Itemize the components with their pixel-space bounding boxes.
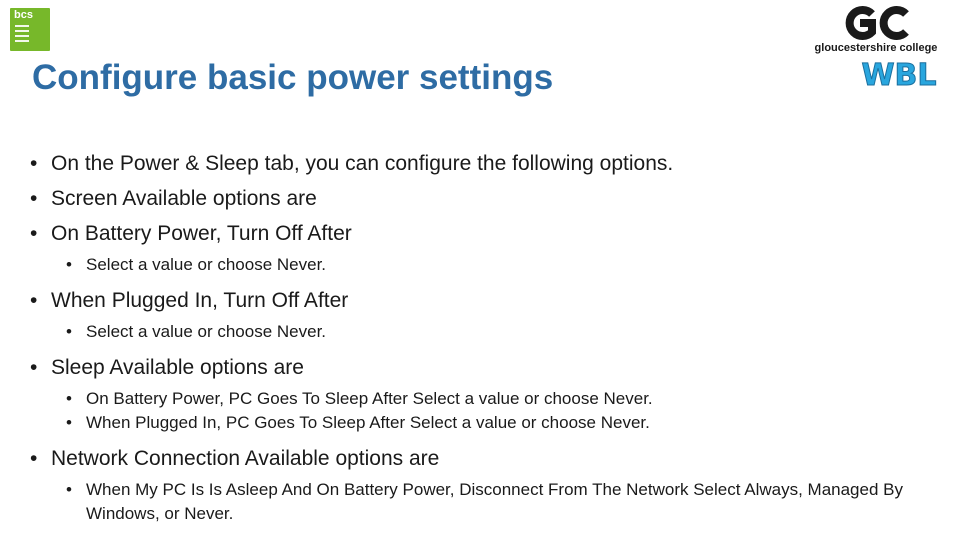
sub-list-battery <box>30 253 940 277</box>
bcs-logo-lines <box>15 25 29 45</box>
sub-bullet: • Select a value or choose Never. <box>66 253 940 277</box>
bullet-sleep-options: • Sleep Available options are <box>30 350 940 385</box>
bullet-network-options: • Network Connection Available options are <box>30 441 940 476</box>
bullet-power-sleep-tab: • On the Power & Sleep tab, you can configure the following options. <box>30 146 940 181</box>
sub-bullet: • When My PC Is Is Asleep And On Battery Power, Disconnect From The Network Select Always, Managed By Windows, or Never. <box>66 478 941 526</box>
wbl-logo <box>854 57 944 91</box>
college-name: gloucestershire college <box>814 42 938 54</box>
sub-list-sleep <box>30 387 940 435</box>
sub-bullet: • When Plugged In, PC Goes To Sleep After Select a value or choose Never. <box>66 411 940 435</box>
sub-bullet: • Select a value or choose Never. <box>66 320 940 344</box>
bcs-logo-text: bcs <box>14 9 33 21</box>
sub-bullet: • On Battery Power, PC Goes To Sleep After Select a value or choose Never. <box>66 387 940 411</box>
sub-list-plugged <box>30 320 940 344</box>
sub-list-network <box>30 478 940 526</box>
gc-logo-mark <box>842 6 910 40</box>
slide-title: Configure basic power settings <box>32 58 554 97</box>
gloucestershire-college-logo <box>808 4 944 92</box>
slide-content <box>30 146 940 532</box>
bullet-plugged-turn-off: • When Plugged In, Turn Off After <box>30 283 940 318</box>
wbl-logo-text: WBL <box>861 58 937 91</box>
bcs-logo <box>10 8 50 51</box>
bullet-screen-options: • Screen Available options are <box>30 181 940 216</box>
bullet-battery-turn-off: • On Battery Power, Turn Off After <box>30 216 940 251</box>
